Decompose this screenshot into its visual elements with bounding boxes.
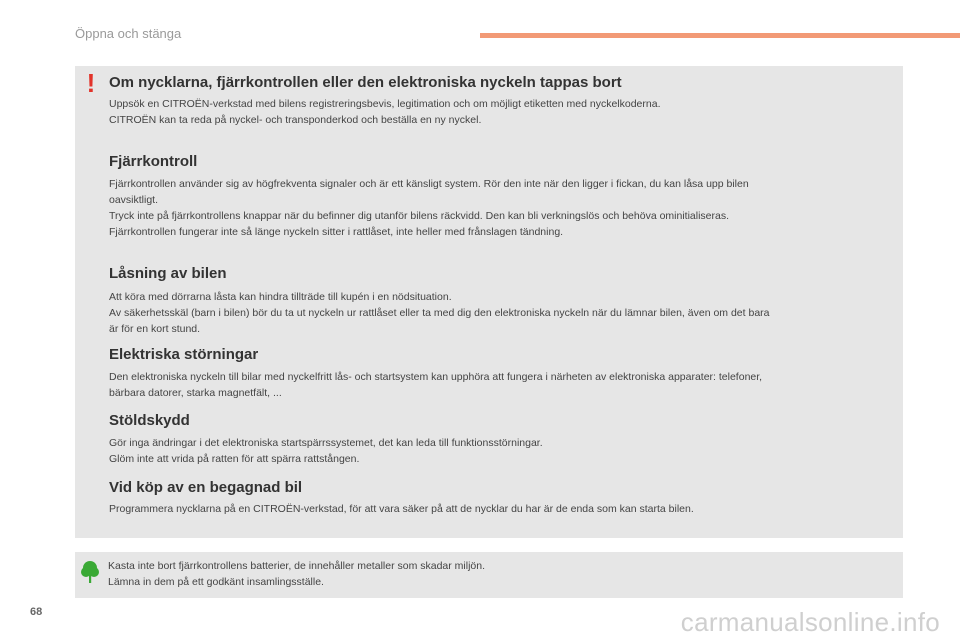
section-line: Fjärrkontrollen fungerar inte så länge nyckeln sitter i rattlåset, inte heller med frånslagen tändning. xyxy=(109,226,564,238)
section-text-elektriska xyxy=(109,369,889,401)
section-title-fjarrkontroll: Fjärrkontroll xyxy=(109,153,198,170)
section-title-elektriska: Elektriska störningar xyxy=(109,346,259,363)
eco-line: Kasta inte bort fjärrkontrollens batterier, de innehåller metaller som skadar miljön. xyxy=(108,560,486,572)
section-text-fjarrkontroll xyxy=(109,176,889,240)
tree-icon xyxy=(81,560,99,584)
section-line: Den elektroniska nyckeln till bilar med nyckelfritt lås- och startsystem kan upphöra att fungera i närheten av elektroniska apparater: telefoner, xyxy=(109,371,763,383)
section-line: Programmera nycklarna på en CITROËN-verkstad, för att vara säker på att de nycklar du har är de enda som kan starta bilen. xyxy=(109,503,694,515)
section-title-stoldskydd: Stöldskydd xyxy=(109,412,190,429)
section-line: oavsiktligt. xyxy=(109,194,159,206)
section-line: Av säkerhetsskäl (barn i bilen) bör du ta ut nyckeln ur rattlåset eller ta med dig den elektroniska nyckeln när du lämnar bilen, även om det bara xyxy=(109,307,770,319)
page-number: 68 xyxy=(30,606,43,618)
section-line: Fjärrkontrollen använder sig av högfrekventa signaler och är ett känsligt system. Rör den inte när den ligger i fickan, du kan låsa upp bilen xyxy=(109,178,749,190)
exclamation-icon: ! xyxy=(86,68,96,98)
section-text-begagnad xyxy=(109,501,889,517)
eco-line: Lämna in dem på ett godkänt insamlingsställe. xyxy=(108,576,324,588)
section-text-stoldskydd xyxy=(109,435,889,467)
section-line: Att köra med dörrarna låsta kan hindra tillträde till kupén i en nödsituation. xyxy=(109,291,452,303)
warning-line: Uppsök en CITROËN-verkstad med bilens registreringsbevis, legitimation och om möjligt etiketten med nyckelkoderna. xyxy=(109,98,661,110)
warning-title: Om nycklarna, fjärrkontrollen eller den elektroniska nyckeln tappas bort xyxy=(109,74,622,91)
section-title-begagnad: Vid köp av en begagnad bil xyxy=(109,479,303,496)
section-line: Glöm inte att vrida på ratten för att spärra rattstången. xyxy=(109,453,360,465)
page-header-title: Öppna och stänga xyxy=(75,26,182,41)
section-title-lasning: Låsning av bilen xyxy=(109,265,227,282)
warning-text xyxy=(109,96,889,128)
warning-line: CITROËN kan ta reda på nyckel- och transponderkod och beställa en ny nyckel. xyxy=(109,114,482,126)
eco-text xyxy=(108,558,888,590)
watermark-text: carmanualsonline.info xyxy=(680,607,940,637)
section-line: Tryck inte på fjärrkontrollens knappar när du befinner dig utanför bilens räckvidd. Den kan bli verkningslös och behöva ominitialiseras. xyxy=(109,210,730,222)
header-accent-bar xyxy=(480,33,960,38)
section-line: är för en kort stund. xyxy=(109,323,201,335)
section-line: bärbara datorer, starka magnetfält, ... xyxy=(109,387,282,399)
section-line: Gör inga ändringar i det elektroniska startspärrssystemet, det kan leda till funktionsstörningar. xyxy=(109,437,543,449)
section-text-lasning xyxy=(109,289,889,337)
